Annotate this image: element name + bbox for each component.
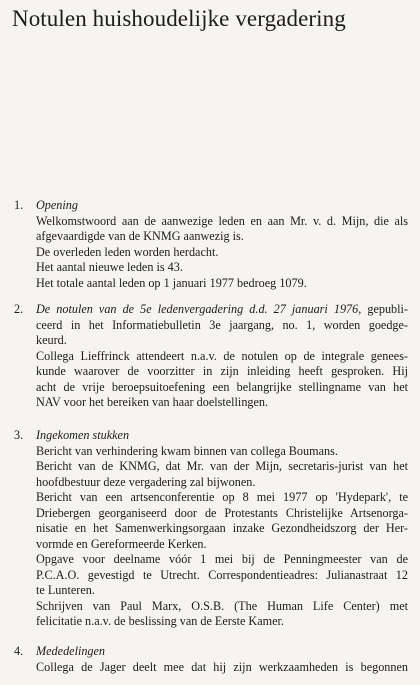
text-line: Het totale aantal leden op 1 januari 1977 bedroeg 1079. bbox=[36, 275, 307, 290]
text-line: afgevaardigde van de KNMG aanwezig is. bbox=[36, 229, 244, 243]
text-line: Het aantal nieuwe leden is 43. bbox=[36, 260, 183, 274]
text-line: vormde en Gereformeerde Kerken. bbox=[36, 536, 207, 551]
text-line: Schrijven van Paul Marx, O.S.B. (The Human Life Center) met bbox=[36, 598, 408, 613]
section-body bbox=[36, 302, 408, 411]
text-line: Collega Lieffrinck attendeert n.a.v. de notulen op de integrale genees- bbox=[36, 348, 408, 363]
page-title: Notulen huishoudelijke vergadering bbox=[12, 6, 346, 31]
text-line: te Lunteren. bbox=[36, 583, 95, 597]
text-line: keurd. bbox=[36, 333, 67, 347]
text-line: De overleden leden worden herdacht. bbox=[36, 244, 219, 259]
text-line: hoofdbestuur deze vergadering zal bijwonen. bbox=[36, 474, 256, 489]
text-line: Bericht van een artsenconferentie op 8 mei 1977 op 'Hydepark', te bbox=[36, 490, 408, 504]
text-line: Bericht van verhindering kwam binnen van collega Boumans. bbox=[36, 443, 338, 458]
section-heading: Opening bbox=[36, 198, 78, 212]
text-span: , gepubli- bbox=[358, 302, 408, 316]
section-heading: Ingekomen stukken bbox=[36, 428, 130, 442]
section-number: 3. bbox=[14, 428, 24, 442]
section-number: 2. bbox=[14, 302, 24, 316]
section-number: 4. bbox=[14, 644, 24, 658]
text-line: P.C.A.O. gevestigd te Utrecht. Correspondentieadres: Julianastraat 12 bbox=[36, 567, 408, 582]
text-line: acht de vrije beroepsuitoefening een belangrijke stellingname van het bbox=[36, 379, 408, 394]
text-line: NAV voor het bereiken van haar doelstellingen. bbox=[36, 395, 269, 409]
section-body bbox=[36, 444, 408, 630]
text-line: Welkomstwoord aan de aanwezige leden en aan Mr. v. d. Mijn, die als bbox=[36, 213, 408, 228]
text-line: Collega de Jager deelt mee dat hij zijn werkzaamheden is begonnen bbox=[36, 659, 408, 674]
text-line: Bericht van de KNMG, dat Mr. van der Mijn, secretaris-jurist van het bbox=[36, 459, 408, 473]
italic-reference: De notulen van de 5e ledenvergadering d.d. 27 januari 1976 bbox=[36, 302, 359, 316]
text-line: ceerd in het Informatiebulletin 3e jaargang, no. 1, worden goedge- bbox=[36, 317, 408, 332]
text-line bbox=[36, 302, 408, 318]
text-line: nisatie en het Samenwerkingsorgaan inzake Gezondheidszorg der Her- bbox=[36, 521, 408, 535]
section-number: 1. bbox=[14, 198, 24, 212]
text-line: Driebergen georganiseerd door de Protestants Christelijke Artsenorga- bbox=[36, 505, 408, 520]
section-heading: Mededelingen bbox=[36, 644, 106, 658]
text-line: felicitatie n.a.v. de beslissing van de Eerste Kamer. bbox=[36, 614, 284, 628]
text-line: Opgave voor deelname vóór 1 mei bij de Penningmeester van de bbox=[36, 552, 408, 566]
section-body bbox=[36, 660, 408, 676]
section-body bbox=[36, 214, 408, 292]
text-line: kunde waarover de voorzitter in zijn inleiding heeft gesproken. Hij bbox=[36, 364, 408, 378]
